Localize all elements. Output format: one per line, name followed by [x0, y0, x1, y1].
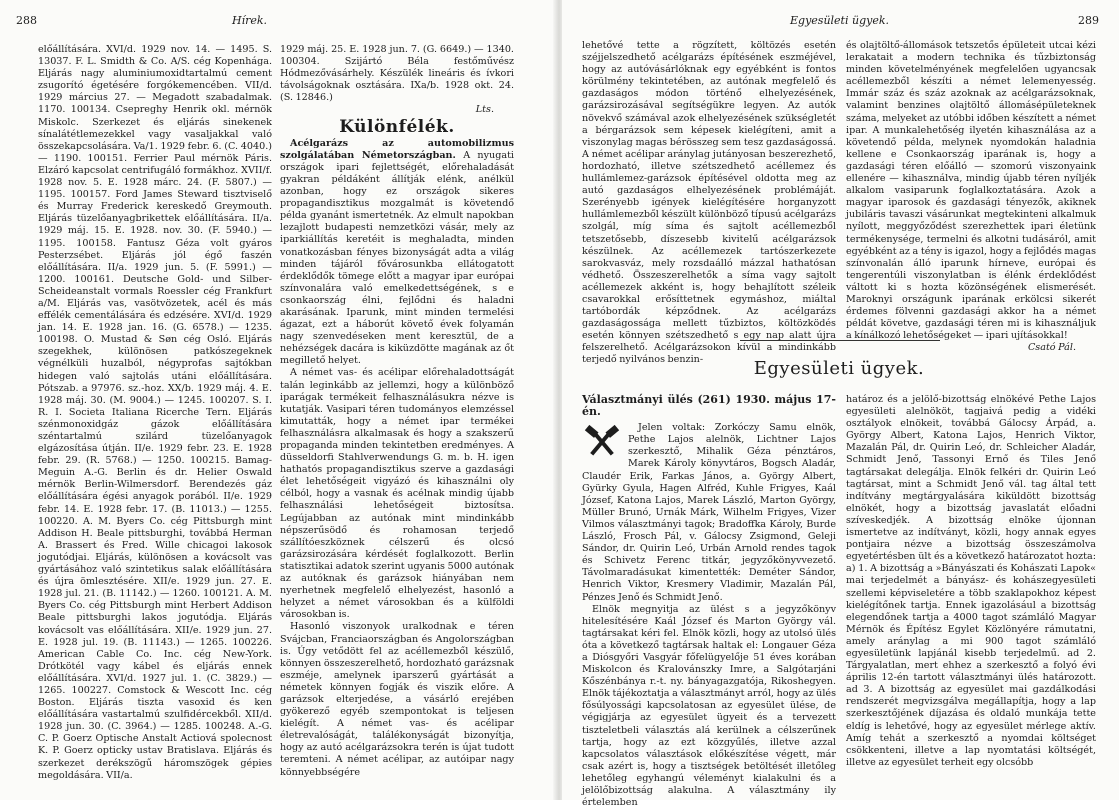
section-divider [740, 340, 940, 341]
left-page [0, 0, 556, 800]
right-running-header: Egyesületi ügyek. [790, 14, 889, 27]
right-page-number: 289 [1078, 14, 1099, 27]
meeting-minutes-cont: határoz és a jelölő-bizottság elnökévé Pethe Lajos egyesületi alelnököt, tagjaivá pedig a vidéki osztályok elnökeit, továbbá Gálocsy Árpád, a. György Albert, Katona Lajos, Henrich Viktor, Mazalán Pál, dr. Quirin Leó, dr. Schleicher Aladár, Schmidt Jenő, Tassonyi Ernő és Tiles Jenő tagtársakat delegálja. Elnök felkéri dr. Quirin Leó tagtársat, mint a Schmidt Jenő vál. tag által tett indítvány megtárgyalására kiküldött bizottság elnökét, hogy a bizottság javaslatát előadni szíveskedjék. A bizottság elnöke újonnan ismertetve az indítványt, közli, hogy annak egyes pontjaira nézve a bizottság összeszámolva egyetértésben ült és a következő határozatot hozta: a) 1. A bizottság a »Bányászati és Kohászati Lapok« mai terjedelmét a bányász- és kohászegyesületi szellemi képviseletére a több szaklapokhoz képest kielégítőnek tartja. Ennek igazolásául a bizottság elegendőnek tartja a 4000 tagot számláló Magyar Mérnök és Építész Egylet Közlönyére rámutatni, amely aránylag a mi 900 tagot számláló egyesületünk lapjánál kisebb terjedelmű. ad 2. Tárgyalatlan, mert ehhez a szerkesztő a folyó évi április 12-én tartott választmányi ülés határozott. ad 3. A bizottság az egyesület mai gazdálkodási rendszerét megvizsgálva megállapítja, hogy a lap szerkesztőjének díjazása és oldaló munkája tette eldíg is lehetővé, hogy az egyesület mérlege aktív. Amíg tehát a szerkesztő a nyomdai költséget csökkenteni, illetve a lap nyomtatási költségét, illetve az egyesület terheit egy olcsóbb [846, 394, 1096, 768]
patent-listing-cont: 1929 máj. 25. E. 1928 jun. 7. (G. 6649.) — 1340. 100304. Szijártó Béla festőművész Hódmezővásárhely. Készülék lineáris és ívkori távolságoknak osztására. IXa/b. 1928 okt. 24. (S. 12846.) [280, 44, 514, 104]
article-continuation: lehetővé tette a rögzített, költözés esetén széjjelszedhető acélgarázs építésének eszméjével, hogy az autóvásárlóknak egy egyébként is fontos körülmény tekintetében, az autónak megfelelő és gazdaságos módon történő elhelyezésének, garázsirozásával segítségükre legyen. Az autók növekvő számával azok elhelyezésének szükségletét a bérgarázsok sem képesek kielégíteni, amit a viszonylag magas bérösszeg sem tesz gazdaságossá. A német acélipar aránylag jutányosan beszerezhető, hordozható, illetve szétszedhető acéllemez és hullámlemez-garázsok építésével oldotta meg az autó gazdaságos elhelyezésének problémáját. Szerényebb igények kielégítésére horganyzott hullámlemezből készült különböző típusú acélgarázs szolgál, míg síma és sajtolt acéllemezből tetszetősebb, díszesebb kivitelű acélgarázsok készülnek. Az acéllemezek tartószerkezete sarokvasváz, mely rozsdaálló mázzal hathatósan védhető. Összeszerelhetők a síma vagy sajtolt acéllemezek akként is, hogy behajlított széleik csavarokkal erősíttetnek egymáshoz, miáltal tartóbordák képződnek. Az acélgarázs gazdaságossága mellett tűzbiztos, költözködés esetén könnyen szétszedhető s egy nap alatt újra felszerelhető. Acélgarázsokon kívül a mindinkább terjedő nyilvános benzin- [582, 40, 836, 366]
left-column-2 [280, 44, 514, 794]
article-paragraph-3: Hasonló viszonyok uralkodnak e téren Svájcban, Franciaországban és Angolországban is. Úgy vetődött fel az acéllemezből készülő, könnyen összeszerelhető, hordozható garázsnak eszméje, amelynek iparszerű gyártását a németek könnyen fogják és viszik előre. A garázsok elterjedése, a vásárló erejében gyökerező egyéb szempontokat is teljesen kielégít. A német vas- és acélipar életrevalóságát, találékonyságát bizonyítja, hogy az autó acélgarázsokra terén is újat tudott teremteni. A német acélipar, az autóipar nagy könnyebbségére [280, 621, 514, 778]
left-column-1 [38, 44, 272, 794]
meeting-minutes: Elnök megnyitja az ülést s a jegyzőkönyv hitelesítésére Kaál József és Marton György vál. tagtársakat kéri fel. Elnök közli, hogy az utolsó ülés óta a következő tagtársak haltak el: Longauer Géza a Diósgyőri Vasgyár főfelügyelője 51 éves korában Miskolcon és Kralovánszky Imre, a Salgótarjáni Kőszénbánya r.-t. ny. bányagazgatója, Rikoshegyen. Elnök tájékoztatja a választmányt arról, hogy az ülés fősúlyossági kapcsolatosan az egyesület ülése, de végigjárja az egyesület ügyeit és a tervezett tiszteletbeli választás alá kerülnek a célszerűnek tartja, hogy az ezt közgyűlés, illetve azzal kapcsolatos választások előkészítése végett, már csak azért is, hogy a tisztségek betöltését illetőleg lehetőleg egyhangú véleményt kialakulni és a jelölőbizottság alakulna. A választmány ily értelemben [582, 603, 836, 809]
article-title: Acélgarázs az automobilizmus szolgálatában Németországban. [280, 137, 514, 161]
article-paragraph [280, 138, 514, 368]
section-title-egyesuleti: Egyesületi ügyek. [753, 358, 925, 379]
right-column-2 [846, 40, 1096, 354]
article-text: A nyugati országok ipari fejlettségét, előrehaladását gyakran példáként állítják elénk, anélkül azonban, hogy ez országok sikeres propagandisztikus mozgalmát is követendő példa gyanánt ismertetnék. Az elmult napokban lezajlott budapesti nemzetközi vásár, mely az iparkiállítás keretéit is meghaladta, minden vonatkozásban fényes bizonyságát adta a világ minden tájáról fővárosunkba ellátogatott érdeklődők tömege előtt a magyar ipar európai színvonalára való emelkedettségének, s e csonkaország élni, fejlődni és haladni akarásának. Iparunk, mint minden termelési ágazat, ezt a háborút követő évek folyamán nagy szenvedéseken ment keresztül, de a nehézségek dacára is kiküzdötte magának az őt megillető helyet. [280, 149, 514, 367]
article-paragraph-2: A német vas- és acélipar előrehaladottságát talán leginkább az jellemzi, hogy a különböző iparágak termékeit felhasználásukra nézve is kutatják. Vasipari téren tudományos elemzéssel kimutatták, hogy a német ipar termékei felhasználásra alkalmasak és hogy a szakszerű propaganda minden tekintetben eredményes. A düsseldorfi Stahlverwendungs G. m. b. H. igen hathatós propagandisztikus szerve a gazdasági élet lehetőségeit vigyázó és kihasználni oly célból, hogy a vasnak és acélnak mindig újabb felhasználási lehetőségeit biztosítsa. Legújabban az autónak mint mindinkább népszerűsödő és rohamosan terjedő szállítóeszköznek célszerű és olcsó garázsirozására kérdését foglalkozott. Berlin statisztikai adatok szerint ugyanis 5000 autónak az autóknak és garázsok hiányában nem nyerhetnek megfelelő elhelyezést, hasonló a helyzet a német városokban és a külföldi városokban is. [280, 367, 514, 621]
hammer-and-pick-icon [582, 424, 622, 460]
patent-signature: Lts. [475, 104, 494, 116]
right-column-1 [582, 40, 836, 366]
left-running-header: Hírek. [232, 14, 268, 27]
section-header-block [582, 358, 1096, 379]
article-conclusion: és olajtöltő-állomások tetszetős épületeit utcai kézi lerakatait a modern technika és tűzbiztonság minden követelményének megfelelően ugyancsak acéllemezből készíti a német lelemenyesség. Immár száz és száz azoknak az acélgarázsoknak, valamint benzines olajtöltő állomásépületeknek száma, melyeket az utóbbi időben készített a német ipar. A munkalehetőség ilyetén kihasználása az a követendő példa, melynek nyomdokán haladnia kellene e Csonkaország iparának is, hogy a gazdasági téren előálló — szomorú viszonyaink ellenére — kihasználva, mindig újabb téren nyíljék alkalom vasiparunk foglalkoztatására. Azok a magyar iparosok és gazdasági tényezők, akiknek jubiláris tavaszi vásárunkat megtekinteni alkalmuk nyílott, meggyőződést szerezhettek ipari életünk termékenysége, termelni és alkotni tudásáról, amit egyébként az a tény is igazol, hogy a fejlődés magas színvonalán álló iparunk hírneve, európai és tengerentúli viszonylatban is élénk érdeklődést váltott ki s hozta közönségének elismerését. Maroknyi országunk iparának erkölcsi sikerét érdemes fölvenni gazdasági akkor ha a német példát követve, gazdasági téren mi is kihasználjuk a kínálkozó lehetőségeket — ipari ujításokkal! [846, 40, 1096, 342]
section-title-kulonfelek: Különfélék. [339, 116, 455, 137]
meeting-attendance: Jelen voltak: Zorkóczy Samu elnök, Pethe Lajos alelnök, Lichtner Lajos szerkesztő, Mihalik Géza pénztáros, Marek Károly könyvtáros, Bogsch Aladár, Claudér Erik, Farkas János, a. György Albert, Gyürky Gyula, Hagen Alfréd, Kuhle Frigyes, Kaál József, Katona Lajos, Marek László, Marton György, Müller Brunó, Urnák Márk, Wilhelm Frigyes, Vizer Vilmos választmányi tagok; Bradoffka Károly, Burde László, Frosch Pál, v. Gálocsy Zsigmond, Geleji Sándor, dr. Quirin Leó, Urbán Arnold rendes tagok és Schivetz Ferenc titkár, jegyzőkönyvvezető. Távolmaradásukat kimentették: Deméter Sándor, Henrich Viktor, Kresmery Vladimir, Mazalán Pál, Pénzes Jenő és Schmidt Jenő. [582, 422, 836, 603]
right-page [562, 0, 1119, 809]
author-signature: Csató Pál. [1027, 342, 1076, 354]
left-page-number: 288 [16, 14, 37, 27]
meeting-column-2 [846, 394, 1096, 794]
meeting-title: Választmányi ülés (261) 1930. május 17-én. [582, 393, 836, 419]
patent-listing: előállítására. XVI/d. 1929 nov. 14. — 1495. S. 13037. F. L. Smidth & Co. A/S. cég Kopenhága. Eljárás nagy aluminiumoxidtartalmú cement zsugorító égetésére forgókemencében. VII/d. 1929 március 27. — Megadott szabadalmak. 1170. 100134. Csepreghy Henrik okl. mérnök Miskolc. Szerkezet és eljárás sinekenek sínalátétlemezekkel vagy vasaljakkal való összekapcsolására. Va/1. 1929 febr. 6. (C. 4040.) — 1190. 100151. Ferrier Paul mérnök Páris. Elzáró kapcsolat centrifugáló formákhoz. XVII/f. 1928 nov. 5. E. 1928 márc. 24. (F. 5807.) — 1195. 100157. Ford James Steward tisztviselő és Murray Frederick kereskedő Greymouth. Eljárás tüzelőanyagbrikettek előállítására. II/a. 1929 máj. 15. E. 1928. nov. 30. (F. 5940.) — 1195. 100158. Fantusz Géza volt gyáros Pesterzsébet. Eljárás jól égő faszén előállítására. II/a. 1929 jun. 5. (F. 5991.) — 1200. 100161. Deutsche Gold- und Silber-Scheideanstalt vormals Roessler cég Frankfurt a/M. Eljárás vas, vasötvözetek, acél és más effélék cementálására és edzésére. XVI/d. 1929 jan. 14. E. 1928 jan. 16. (G. 6578.) — 1235. 100198. O. Mustad & Søn cég Osló. Eljárás szegekhek, különösen patkószegeknek végnélküli huzalból, négyprofas sajtókban hidegen való sajtolás utáni előállítására. Pótszab. a 97976. sz.-hoz. XX/b. 1929 máj. 4. E. 1928 máj. 30. (M. 9004.) — 1245. 100207. S. I. R. I. Societa Italiana Ricerche Tern. Eljárás szénmonoxidgáz gázok előállítására széntartalmú szilárd tüzelőanyagok elgázosítása útján. II/e. 1929 febr. 23. E. 1928 febr. 29. (R. 5768.) — 1250. 100215. Bamag-Meguin A.-G. Berlin és dr. Helier Oswald mérnök Berlin-Wilmersdorf. Berendezés gáz előállítására égési anyagok porából. II/e. 1929 febr. 14. E. 1928 febr. 17. (B. 11013.) — 1255. 100220. A. M. Byers Co. cég Pittsburgh mint Addison H. Beale pittsburghi, továbbá Herman A. Brassert és Fred. Wille chicagoi lakosok jogutódjai. Eljárás, különösen a kovácsolt vas gyártásához való szintetikus salak előállítására és újra ömlesztésére. XII/e. 1929 jun. 27. E. 1928 jul. 21. (B. 11142.) — 1260. 100121. A. M. Byers Co. cég Pittsburgh mint Herbert Addison Beale pittsburghi lakos jogutódja. Eljárás kovácsolt vas előállítására. XII/e. 1929 jun. 27. E. 1928 jul. 19. (B. 11143.) — 1265. 100226. American Cable Co. Inc. cég New-York. Drótkötél vagy kábel és eljárás ennek előállítására. XVI/d. 1927 jul. 1. (C. 3829.) — 1265. 100227. Comstock & Wescott Inc. cég Boston. Eljárás tiszta vasoxid és ken előállítására vastartalmú szulfidércekből. XII/d. 1928 jun. 30. (C. 3964.) — 1285. 100248. A.-G. C. P. Goerz Optische Anstalt Actiová spolecnost K. P. Goerz opticky ustav Bratislava. Eljárás és szerkezet derékszögű háromszögek gépies megoldására. VII/a. [38, 44, 272, 781]
meeting-column-1 [582, 393, 836, 809]
